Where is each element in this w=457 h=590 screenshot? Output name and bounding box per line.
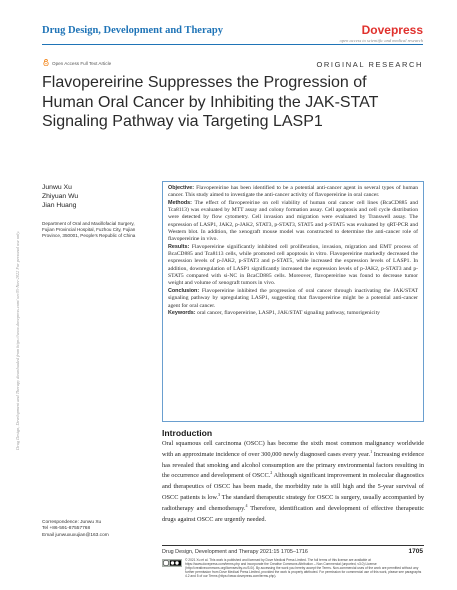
article-type-label: ORIGINAL RESEARCH: [316, 60, 423, 69]
correspondence-email[interactable]: Email junwuxuxujian@163.com: [42, 532, 109, 538]
license-text: © 2021 Xu et al. This work is published and licensed by Dove Medical Press Limited. The full terms of this license are available at https://www.dovepress.com/terms.php and incorporate the Creative Commons Attribution – Non Commercial (unported, v3.0) License (http://creativecommons.org/licenses/by-nc/3.0/). By accessing the work you hereby accept the Terms. Non-commercial uses of the work are permitted without any further permission from Dove Medical Press Limited, provided the work is properly attributed. For permission for commercial use of this work, please see paragraphs 4.2 and 5 of our Terms (https://www.dovepress.com/terms.php).: [185, 558, 422, 579]
author-name: Jian Huang: [42, 202, 77, 209]
abstract-objective: Objective: Flavopereirine has been identified to be a potential anti-cancer agent in several types of human cancer. This study aimed to investigate the anti-cancer activity of flavopereirine in oral cancer.: [168, 185, 418, 199]
footer-citation: Drug Design, Development and Therapy 2021:15 1705–1716: [162, 549, 308, 555]
footer-rule: [162, 545, 424, 546]
abstract-keywords: Keywords: oral cancer, flavopereirine, LASP1, JAK/STAT signaling pathway, tumorigenicity: [168, 309, 380, 316]
open-access-label: Open Access Full Text Article: [52, 61, 112, 66]
citation-ref[interactable]: 3: [218, 491, 221, 497]
citation-ref[interactable]: 2: [270, 470, 273, 476]
header-rule: [42, 44, 423, 45]
correspondence-block: [42, 520, 147, 539]
author-name: Junwu Xu: [42, 184, 72, 191]
brand-tagline: open access to scientific and medical research: [339, 38, 423, 43]
citation-ref[interactable]: 1: [370, 448, 373, 454]
abstract-results: Results: Flavopereirine significantly inhibited cell proliferation, invasion, migration and EMT process of BcaCD885 and Tca8113 cells, while promoted cell apoptosis in vitro. Flavopereirine markedly decreased the expression levels of p-JAK2, p-STAT3 and p-STAT5, while increased the expression levels of LASP1. In addition, downregulation of LASP1 significantly increased the expression levels of p-JAK2, p-STAT3 and p-STAT5 compared with si-NC in BcaCD885 cells. Moreover, flavopereirine was found to decrease tumor weight and volume of xenograft tumors in vivo.: [168, 243, 418, 287]
download-side-note: [14, 120, 22, 450]
affiliation: Department of Oral and Maxillofacial Surgery, Fujian Provincial Hospital, Fuzhou City, Fujian Province, 350001, People's Republic of China: [42, 221, 136, 239]
publisher-brand: [340, 23, 423, 43]
section-heading: Introduction: [162, 428, 213, 438]
introduction-text: Oral squamous cell carcinoma (OSCC) has become the sixth most common malignancy worldwide with an approximate incidence of over 300,000 newly diagnosed cases every year.$^1$ Increasing evidence has revealed that smoking and alcohol consumption are the primary environmental factors resulting in the occurrence and development of OSCC.$^2$ Although significant improvement in molecular diagnostics and therapeutics of OSCC has been made, the morbidity rate is still high and the 5-year survival of OSCC patients is low.$^3$ The standard therapeutic strategy for OSCC is surgery, usually accompanied by radiotherapy and chemotherapy.$^4$ Therefore, identification and development of effective therapeutic drugs against OSCC are urgently needed.: [162, 440, 425, 523]
article-title: Flavopereirine Suppresses the Progression of Human Oral Cancer by Inhibiting the JAK-STAT Signaling Pathway via Targeting LASP1: [42, 74, 379, 131]
correspondence-tel: Tel +86-591-87557768: [42, 526, 91, 532]
author-name: Zhiyuan Wu: [42, 193, 79, 200]
brand-name: Dovepress: [361, 23, 423, 37]
open-access-lock-icon: [43, 59, 49, 66]
page-number: 1705: [408, 548, 423, 555]
abstract-conclusion: Conclusion: Flavopereirine inhibited the progression of oral cancer through inactivating the JAK/STAT signaling pathway by upregulating LASP1, suggesting that flavopereirine might be a potential anti-cancer agent for oral cancer.: [168, 287, 418, 309]
journal-name: Drug Design, Development and Therapy: [42, 25, 223, 36]
correspondence-author: Correspondence: Junwu Xu: [42, 520, 102, 525]
abstract-methods: Methods: The effect of flavopereirine on cell viability of human oral cancer cell lines (BcaCD885 and Tca8113) was evaluated by MTT assay and colony formation assay. Cell apoptosis and cell cycle distribution were detected by flow cytometry. Cell invasion and migration were evaluated by Transwell assay. The expression of LASP1, JAK2, p-JAK2, STAT3, p-STAT3, STAT5 and p-STAT5 was evaluated by qRT-PCR and Western blot. In addition, the xenograft mouse model was constructed to determine the anti-cancer role of flavopereirine in vivo.: [168, 199, 418, 243]
citation-ref[interactable]: 4: [245, 502, 248, 508]
abstract-box: [162, 181, 424, 422]
side-note-text: Drug Design, Development and Therapy downloaded from https://www.dovepress.com/ on 05-Nov-2022 For personal use only.: [15, 230, 20, 450]
author-list: [42, 183, 78, 210]
cc-by-nc-badge-icon[interactable]: [162, 559, 182, 567]
